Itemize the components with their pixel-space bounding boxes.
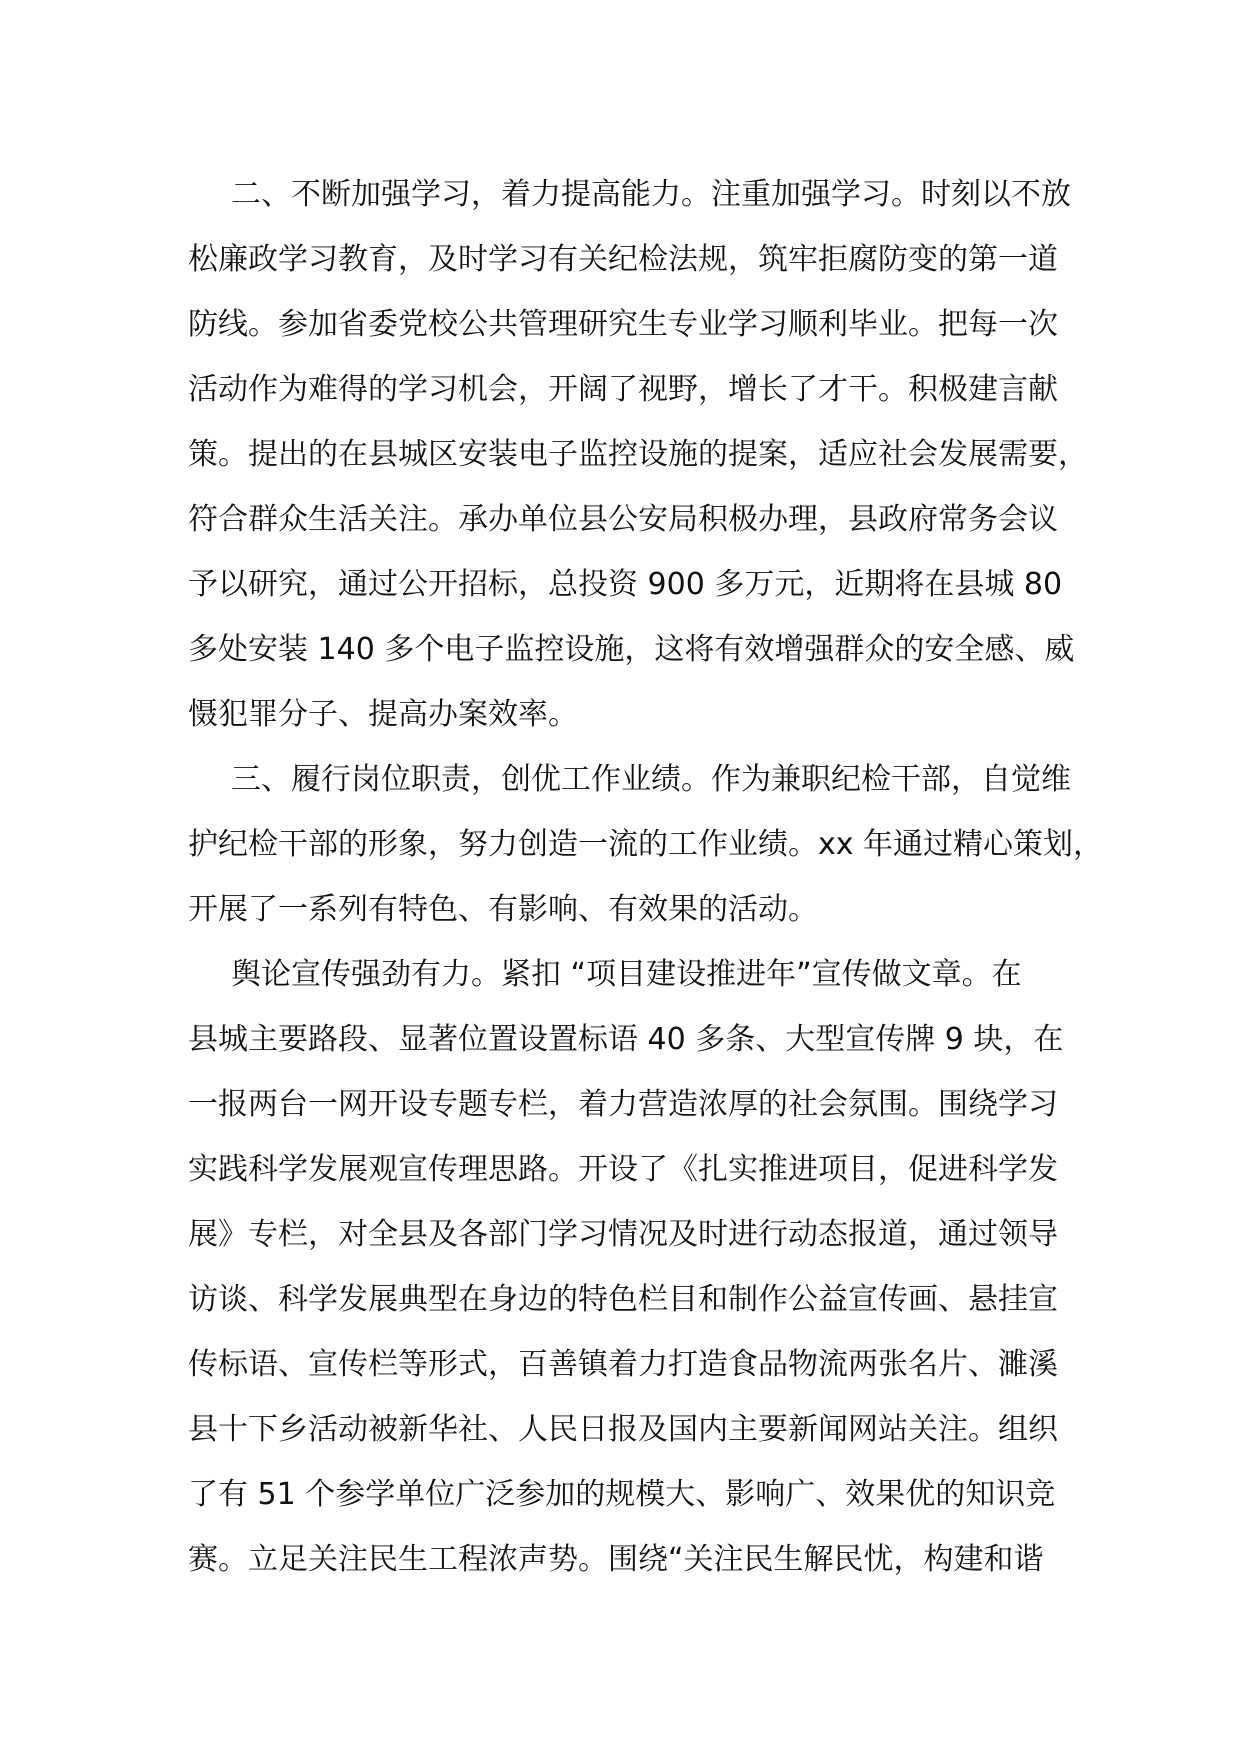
paragraph-line: 护纪检干部的形象，努力创造一流的工作业绩。xx 年通过精心策划， xyxy=(188,827,1104,862)
paragraph-line: 二、不断加强学习，着力提高能力。注重加强学习。时刻以不放 xyxy=(231,177,1071,212)
paragraph-line: 实践科学发展观宣传理思路。开设了《扎实推进项目，促进科学发 xyxy=(188,1152,1058,1187)
paragraph-line: 予以研究，通过公开招标，总投资 900 多万元，近期将在县城 80 xyxy=(188,567,1063,602)
paragraph-line: 三、履行岗位职责，创优工作业绩。作为兼职纪检干部，自觉维 xyxy=(231,762,1071,797)
document-body xyxy=(188,162,1104,1592)
paragraph-line: 活动作为难得的学习机会，开阔了视野，增长了才干。积极建言献 xyxy=(188,372,1058,407)
paragraph-line: 松廉政学习教育，及时学习有关纪检法规，筑牢拒腐防变的第一道 xyxy=(188,242,1058,277)
paragraph-line: 符合群众生活关注。承办单位县公安局积极办理，县政府常务会议 xyxy=(188,502,1058,537)
paragraph-line: 访谈、科学发展典型在身边的特色栏目和制作公益宣传画、悬挂宣 xyxy=(188,1282,1058,1317)
paragraph-line: 策。提出的在县城区安装电子监控设施的提案，适应社会发展需要， xyxy=(188,437,1088,472)
paragraph-line: 传标语、宣传栏等形式，百善镇着力打造食品物流两张名片、濉溪 xyxy=(188,1347,1058,1382)
paragraph-line: 县十下乡活动被新华社、人民日报及国内主要新闻网站关注。组织 xyxy=(188,1412,1058,1447)
paragraph-line: 舆论宣传强劲有力。紧扣 “项目建设推进年”宣传做文章。在 xyxy=(231,957,1022,992)
paragraph-line: 开展了一系列有特色、有影响、有效果的活动。 xyxy=(188,892,818,927)
paragraph-line: 慑犯罪分子、提高办案效率。 xyxy=(188,697,578,732)
paragraph-line: 赛。立足关注民生工程浓声势。围绕“关注民生解民忧，构建和谐 xyxy=(188,1542,1044,1577)
paragraph-line: 县城主要路段、显著位置设置标语 40 多条、大型宣传牌 9 块，在 xyxy=(188,1022,1064,1057)
paragraph-line: 展》专栏，对全县及各部门学习情况及时进行动态报道，通过领导 xyxy=(188,1217,1058,1252)
paragraph-line: 多处安装 140 多个电子监控设施，这将有效增强群众的安全感、威 xyxy=(188,632,1075,667)
paragraph-line: 一报两台一网开设专题专栏，着力营造浓厚的社会氛围。围绕学习 xyxy=(188,1087,1058,1122)
paragraph-line: 了有 51 个参学单位广泛参加的规模大、影响广、效果优的知识竞 xyxy=(188,1477,1056,1512)
paragraph-line: 防线。参加省委党校公共管理研究生专业学习顺利毕业。把每一次 xyxy=(188,307,1058,342)
